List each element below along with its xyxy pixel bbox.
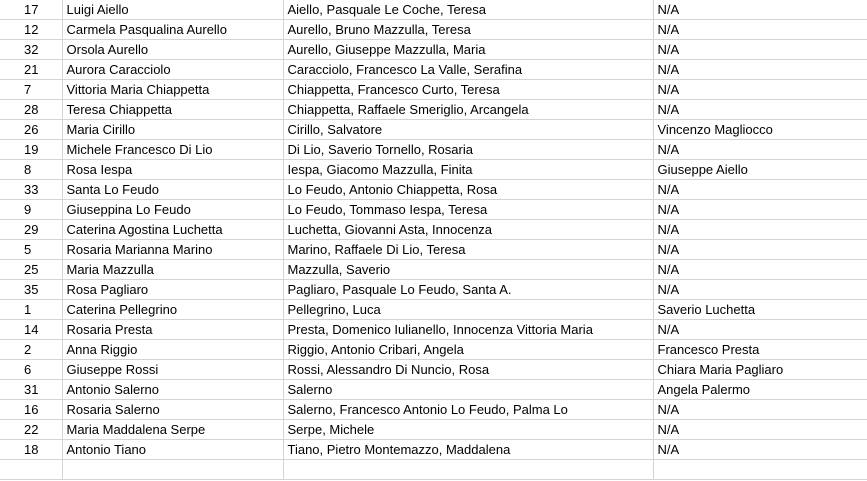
cell-parents[interactable]: Presta, Domenico Iulianello, Innocenza Vittoria Maria (283, 320, 653, 340)
cell-id[interactable] (0, 460, 62, 480)
cell-spouse[interactable]: N/A (653, 400, 867, 420)
cell-spouse[interactable]: N/A (653, 420, 867, 440)
cell-name[interactable] (62, 460, 283, 480)
cell-spouse[interactable]: Angela Palermo (653, 380, 867, 400)
cell-spouse[interactable]: N/A (653, 180, 867, 200)
cell-name[interactable]: Caterina Pellegrino (62, 300, 283, 320)
table-row (0, 180, 867, 200)
table-row (0, 60, 867, 80)
cell-name[interactable]: Michele Francesco Di Lio (62, 140, 283, 160)
table-row (0, 460, 867, 480)
cell-name[interactable]: Maria Cirillo (62, 120, 283, 140)
cell-parents[interactable]: Serpe, Michele (283, 420, 653, 440)
cell-spouse[interactable]: Giuseppe Aiello (653, 160, 867, 180)
cell-name[interactable]: Maria Mazzulla (62, 260, 283, 280)
cell-spouse[interactable]: N/A (653, 440, 867, 460)
cell-parents[interactable]: Mazzulla, Saverio (283, 260, 653, 280)
table-row (0, 160, 867, 180)
cell-parents[interactable]: Marino, Raffaele Di Lio, Teresa (283, 240, 653, 260)
cell-parents[interactable]: Tiano, Pietro Montemazzo, Maddalena (283, 440, 653, 460)
cell-spouse[interactable]: N/A (653, 0, 867, 20)
cell-id[interactable]: 35 (0, 280, 62, 300)
table-row (0, 260, 867, 280)
table-row (0, 100, 867, 120)
cell-name[interactable]: Luigi Aiello (62, 0, 283, 20)
table-row (0, 0, 867, 20)
cell-name[interactable]: Giuseppe Rossi (62, 360, 283, 380)
cell-parents[interactable]: Pellegrino, Luca (283, 300, 653, 320)
cell-parents[interactable]: Chiappetta, Raffaele Smeriglio, Arcangela (283, 100, 653, 120)
cell-name[interactable]: Aurora Caracciolo (62, 60, 283, 80)
cell-parents[interactable]: Aurello, Bruno Mazzulla, Teresa (283, 20, 653, 40)
cell-parents[interactable]: Lo Feudo, Tommaso Iespa, Teresa (283, 200, 653, 220)
table-row (0, 320, 867, 340)
cell-spouse[interactable]: N/A (653, 240, 867, 260)
cell-spouse[interactable]: Francesco Presta (653, 340, 867, 360)
cell-name[interactable]: Orsola Aurello (62, 40, 283, 60)
cell-parents[interactable]: Chiappetta, Francesco Curto, Teresa (283, 80, 653, 100)
cell-spouse[interactable]: N/A (653, 80, 867, 100)
cell-id[interactable]: 25 (0, 260, 62, 280)
table-row (0, 240, 867, 260)
table-row (0, 340, 867, 360)
cell-name[interactable]: Rosaria Presta (62, 320, 283, 340)
table-row (0, 120, 867, 140)
cell-spouse[interactable]: N/A (653, 60, 867, 80)
cell-parents[interactable]: Aiello, Pasquale Le Coche, Teresa (283, 0, 653, 20)
cell-name[interactable]: Giuseppina Lo Feudo (62, 200, 283, 220)
cell-name[interactable]: Vittoria Maria Chiappetta (62, 80, 283, 100)
table-row (0, 280, 867, 300)
cell-parents[interactable]: Riggio, Antonio Cribari, Angela (283, 340, 653, 360)
cell-spouse[interactable] (653, 460, 867, 480)
cell-id[interactable]: 2 (0, 340, 62, 360)
cell-spouse[interactable]: N/A (653, 220, 867, 240)
table-row (0, 200, 867, 220)
cell-name[interactable]: Antonio Tiano (62, 440, 283, 460)
cell-parents[interactable]: Salerno (283, 380, 653, 400)
cell-parents[interactable]: Di Lio, Saverio Tornello, Rosaria (283, 140, 653, 160)
cell-id[interactable]: 18 (0, 440, 62, 460)
cell-spouse[interactable]: Saverio Luchetta (653, 300, 867, 320)
cell-id[interactable]: 21 (0, 60, 62, 80)
cell-spouse[interactable]: N/A (653, 100, 867, 120)
cell-name[interactable]: Rosa Pagliaro (62, 280, 283, 300)
cell-id[interactable]: 8 (0, 160, 62, 180)
table-row (0, 80, 867, 100)
table-row (0, 300, 867, 320)
cell-spouse[interactable]: N/A (653, 140, 867, 160)
cell-id[interactable]: 1 (0, 300, 62, 320)
cell-id[interactable]: 16 (0, 400, 62, 420)
cell-id[interactable]: 22 (0, 420, 62, 440)
cell-spouse[interactable]: Chiara Maria Pagliaro (653, 360, 867, 380)
table-row (0, 380, 867, 400)
cell-id[interactable]: 5 (0, 240, 62, 260)
cell-id[interactable]: 33 (0, 180, 62, 200)
table-row (0, 440, 867, 460)
cell-name[interactable]: Maria Maddalena Serpe (62, 420, 283, 440)
cell-parents[interactable]: Iespa, Giacomo Mazzulla, Finita (283, 160, 653, 180)
cell-id[interactable]: 14 (0, 320, 62, 340)
table-row (0, 420, 867, 440)
cell-id[interactable]: 26 (0, 120, 62, 140)
cell-id[interactable]: 19 (0, 140, 62, 160)
cell-parents[interactable]: Salerno, Francesco Antonio Lo Feudo, Palma Lo (283, 400, 653, 420)
cell-spouse[interactable]: N/A (653, 40, 867, 60)
cell-id[interactable]: 17 (0, 0, 62, 20)
cell-id[interactable]: 6 (0, 360, 62, 380)
cell-id[interactable]: 28 (0, 100, 62, 120)
table-row (0, 40, 867, 60)
cell-name[interactable]: Rosaria Marianna Marino (62, 240, 283, 260)
cell-parents[interactable]: Luchetta, Giovanni Asta, Innocenza (283, 220, 653, 240)
cell-id[interactable]: 31 (0, 380, 62, 400)
cell-id[interactable]: 7 (0, 80, 62, 100)
cell-parents[interactable]: Lo Feudo, Antonio Chiappetta, Rosa (283, 180, 653, 200)
cell-parents[interactable] (283, 460, 653, 480)
cell-name[interactable]: Santa Lo Feudo (62, 180, 283, 200)
cell-spouse[interactable]: N/A (653, 20, 867, 40)
table-row (0, 220, 867, 240)
cell-spouse[interactable]: Vincenzo Magliocco (653, 120, 867, 140)
table-row (0, 400, 867, 420)
cell-id[interactable]: 29 (0, 220, 62, 240)
cell-name[interactable]: Teresa Chiappetta (62, 100, 283, 120)
cell-spouse[interactable]: N/A (653, 280, 867, 300)
cell-name[interactable]: Carmela Pasqualina Aurello (62, 20, 283, 40)
cell-name[interactable]: Antonio Salerno (62, 380, 283, 400)
cell-name[interactable]: Rosa Iespa (62, 160, 283, 180)
cell-parents[interactable]: Caracciolo, Francesco La Valle, Serafina (283, 60, 653, 80)
cell-id[interactable]: 9 (0, 200, 62, 220)
cell-spouse[interactable]: N/A (653, 200, 867, 220)
table-row (0, 140, 867, 160)
cell-spouse[interactable]: N/A (653, 320, 867, 340)
cell-name[interactable]: Rosaria Salerno (62, 400, 283, 420)
table-row (0, 360, 867, 380)
cell-spouse[interactable]: N/A (653, 260, 867, 280)
cell-parents[interactable]: Aurello, Giuseppe Mazzulla, Maria (283, 40, 653, 60)
cell-parents[interactable]: Pagliaro, Pasquale Lo Feudo, Santa A. (283, 280, 653, 300)
cell-name[interactable]: Caterina Agostina Luchetta (62, 220, 283, 240)
table-row (0, 20, 867, 40)
cell-parents[interactable]: Rossi, Alessandro Di Nuncio, Rosa (283, 360, 653, 380)
cell-parents[interactable]: Cirillo, Salvatore (283, 120, 653, 140)
cell-id[interactable]: 12 (0, 20, 62, 40)
cell-id[interactable]: 32 (0, 40, 62, 60)
cell-name[interactable]: Anna Riggio (62, 340, 283, 360)
